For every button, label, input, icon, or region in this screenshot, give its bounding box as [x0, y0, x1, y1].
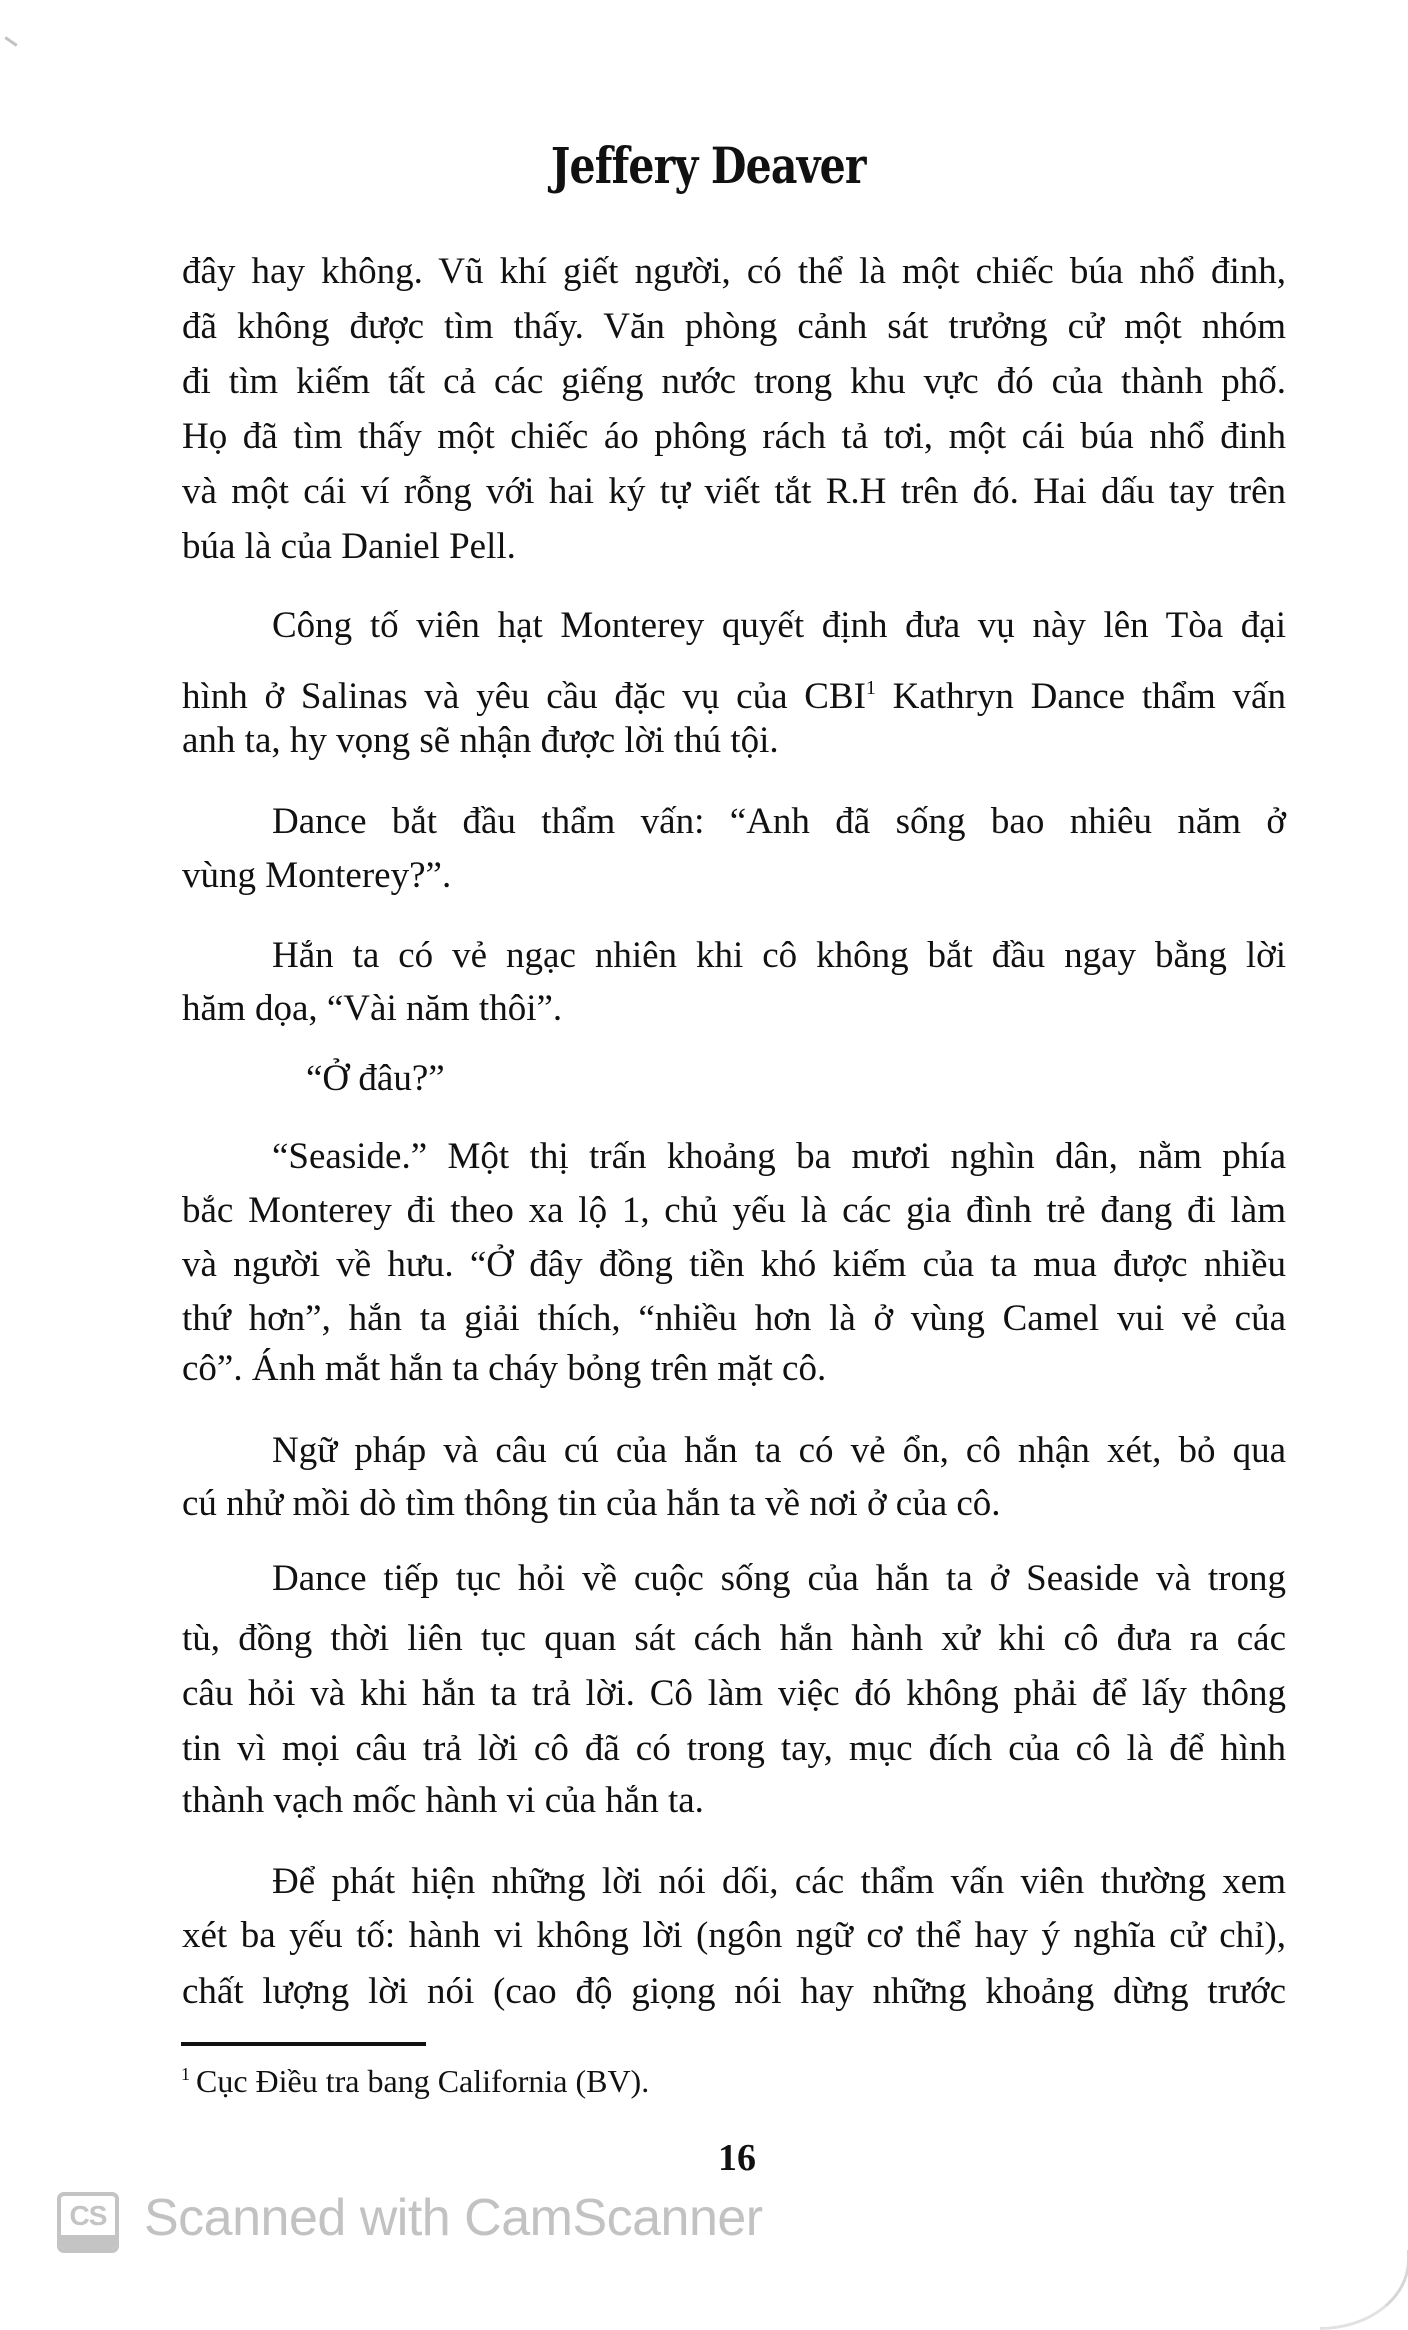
text-line: cô”. Ánh mắt hắn ta cháy bỏng trên mặt cô. [182, 1348, 827, 1389]
text-line: Hắn ta có vẻ ngạc nhiên khi cô không bắt đầu ngay bằng lời [272, 935, 1286, 976]
text-line: Ngữ pháp và câu cú của hắn ta có vẻ ổn, cô nhận xét, bỏ qua [272, 1430, 1286, 1471]
text-line: anh ta, hy vọng sẽ nhận được lời thú tội. [182, 720, 779, 761]
camscanner-logo-text: CS [69, 2200, 107, 2231]
text-line: tin vì mọi câu trả lời cô đã có trong tay, mục đích của cô là để hình [182, 1728, 1286, 1769]
text-line: chất lượng lời nói (cao độ giọng nói hay những khoảng dừng trước [182, 1971, 1286, 2012]
text-line: và người về hưu. “Ở đây đồng tiền khó kiếm của ta mua được nhiều [182, 1244, 1286, 1285]
footnote [181, 2054, 649, 2101]
text-line: Dance bắt đầu thẩm vấn: “Anh đã sống bao nhiêu năm ở [272, 801, 1286, 842]
text-line: Dance tiếp tục hỏi về cuộc sống của hắn ta ở Seaside và trong [272, 1558, 1286, 1599]
camscanner-logo-icon [57, 2192, 119, 2253]
page-number: 16 [718, 2137, 756, 2179]
text-line: đi tìm kiếm tất cả các giếng nước trong khu vực đó của thành phố. [182, 361, 1286, 402]
text-line: và một cái ví rỗng với hai ký tự viết tắt R.H trên đó. Hai dấu tay trên [182, 471, 1286, 512]
text-line: hăm dọa, “Vài năm thôi”. [182, 988, 563, 1029]
text-line: thứ hơn”, hắn ta giải thích, “nhiều hơn là ở vùng Camel vui vẻ của [182, 1298, 1286, 1339]
text-line: bắc Monterey đi theo xa lộ 1, chủ yếu là các gia đình trẻ đang đi làm [182, 1190, 1286, 1231]
text-line: Họ đã tìm thấy một chiếc áo phông rách tả tơi, một cái búa nhổ đinh [182, 416, 1286, 457]
footnote-ref: 1 [865, 677, 876, 699]
camscanner-logo-bar [61, 2235, 115, 2249]
text-line: búa là của Daniel Pell. [182, 526, 516, 567]
text-line: “Seaside.” Một thị trấn khoảng ba mươi nghìn dân, nằm phía [272, 1136, 1286, 1177]
text-line [182, 660, 1286, 716]
footnote-text: Cục Điều tra bang California (BV). [196, 2063, 650, 2099]
footnote-marker: 1 [181, 2064, 190, 2084]
page-curl-artifact [1320, 2250, 1408, 2330]
text-line: Để phát hiện những lời nói dối, các thẩm vấn viên thường xem [272, 1861, 1286, 1902]
running-header: Jeffery Deaver [550, 136, 866, 195]
text-line: tù, đồng thời liên tục quan sát cách hắn hành xử khi cô đưa ra các [182, 1618, 1286, 1659]
text-line: đã không được tìm thấy. Văn phòng cảnh sát trưởng cử một nhóm [182, 306, 1286, 347]
text-line: “Ở đâu?” [306, 1058, 445, 1099]
text-segment: hình ở Salinas và yêu cầu đặc vụ của CBI [182, 676, 866, 717]
text-line: xét ba yếu tố: hành vi không lời (ngôn ngữ cơ thể hay ý nghĩa cử chỉ), [182, 1915, 1286, 1956]
text-line: vùng Monterey?”. [182, 855, 452, 896]
watermark-caption: Scanned with CamScanner [144, 2189, 763, 2247]
text-line: câu hỏi và khi hắn ta trả lời. Cô làm việc đó không phải để lấy thông [182, 1673, 1286, 1714]
text-line: thành vạch mốc hành vi của hắn ta. [182, 1780, 704, 1821]
text-line: Công tố viên hạt Monterey quyết định đưa vụ này lên Tòa đại [272, 605, 1286, 646]
footnote-divider [181, 2042, 426, 2046]
text-line: đây hay không. Vũ khí giết người, có thể là một chiếc búa nhổ đinh, [182, 251, 1286, 292]
text-line: cú nhử mồi dò tìm thông tin của hắn ta về nơi ở của cô. [182, 1483, 1001, 1524]
text-segment: Kathryn Dance thẩm vấn [875, 676, 1286, 717]
scan-artifact [4, 36, 17, 46]
